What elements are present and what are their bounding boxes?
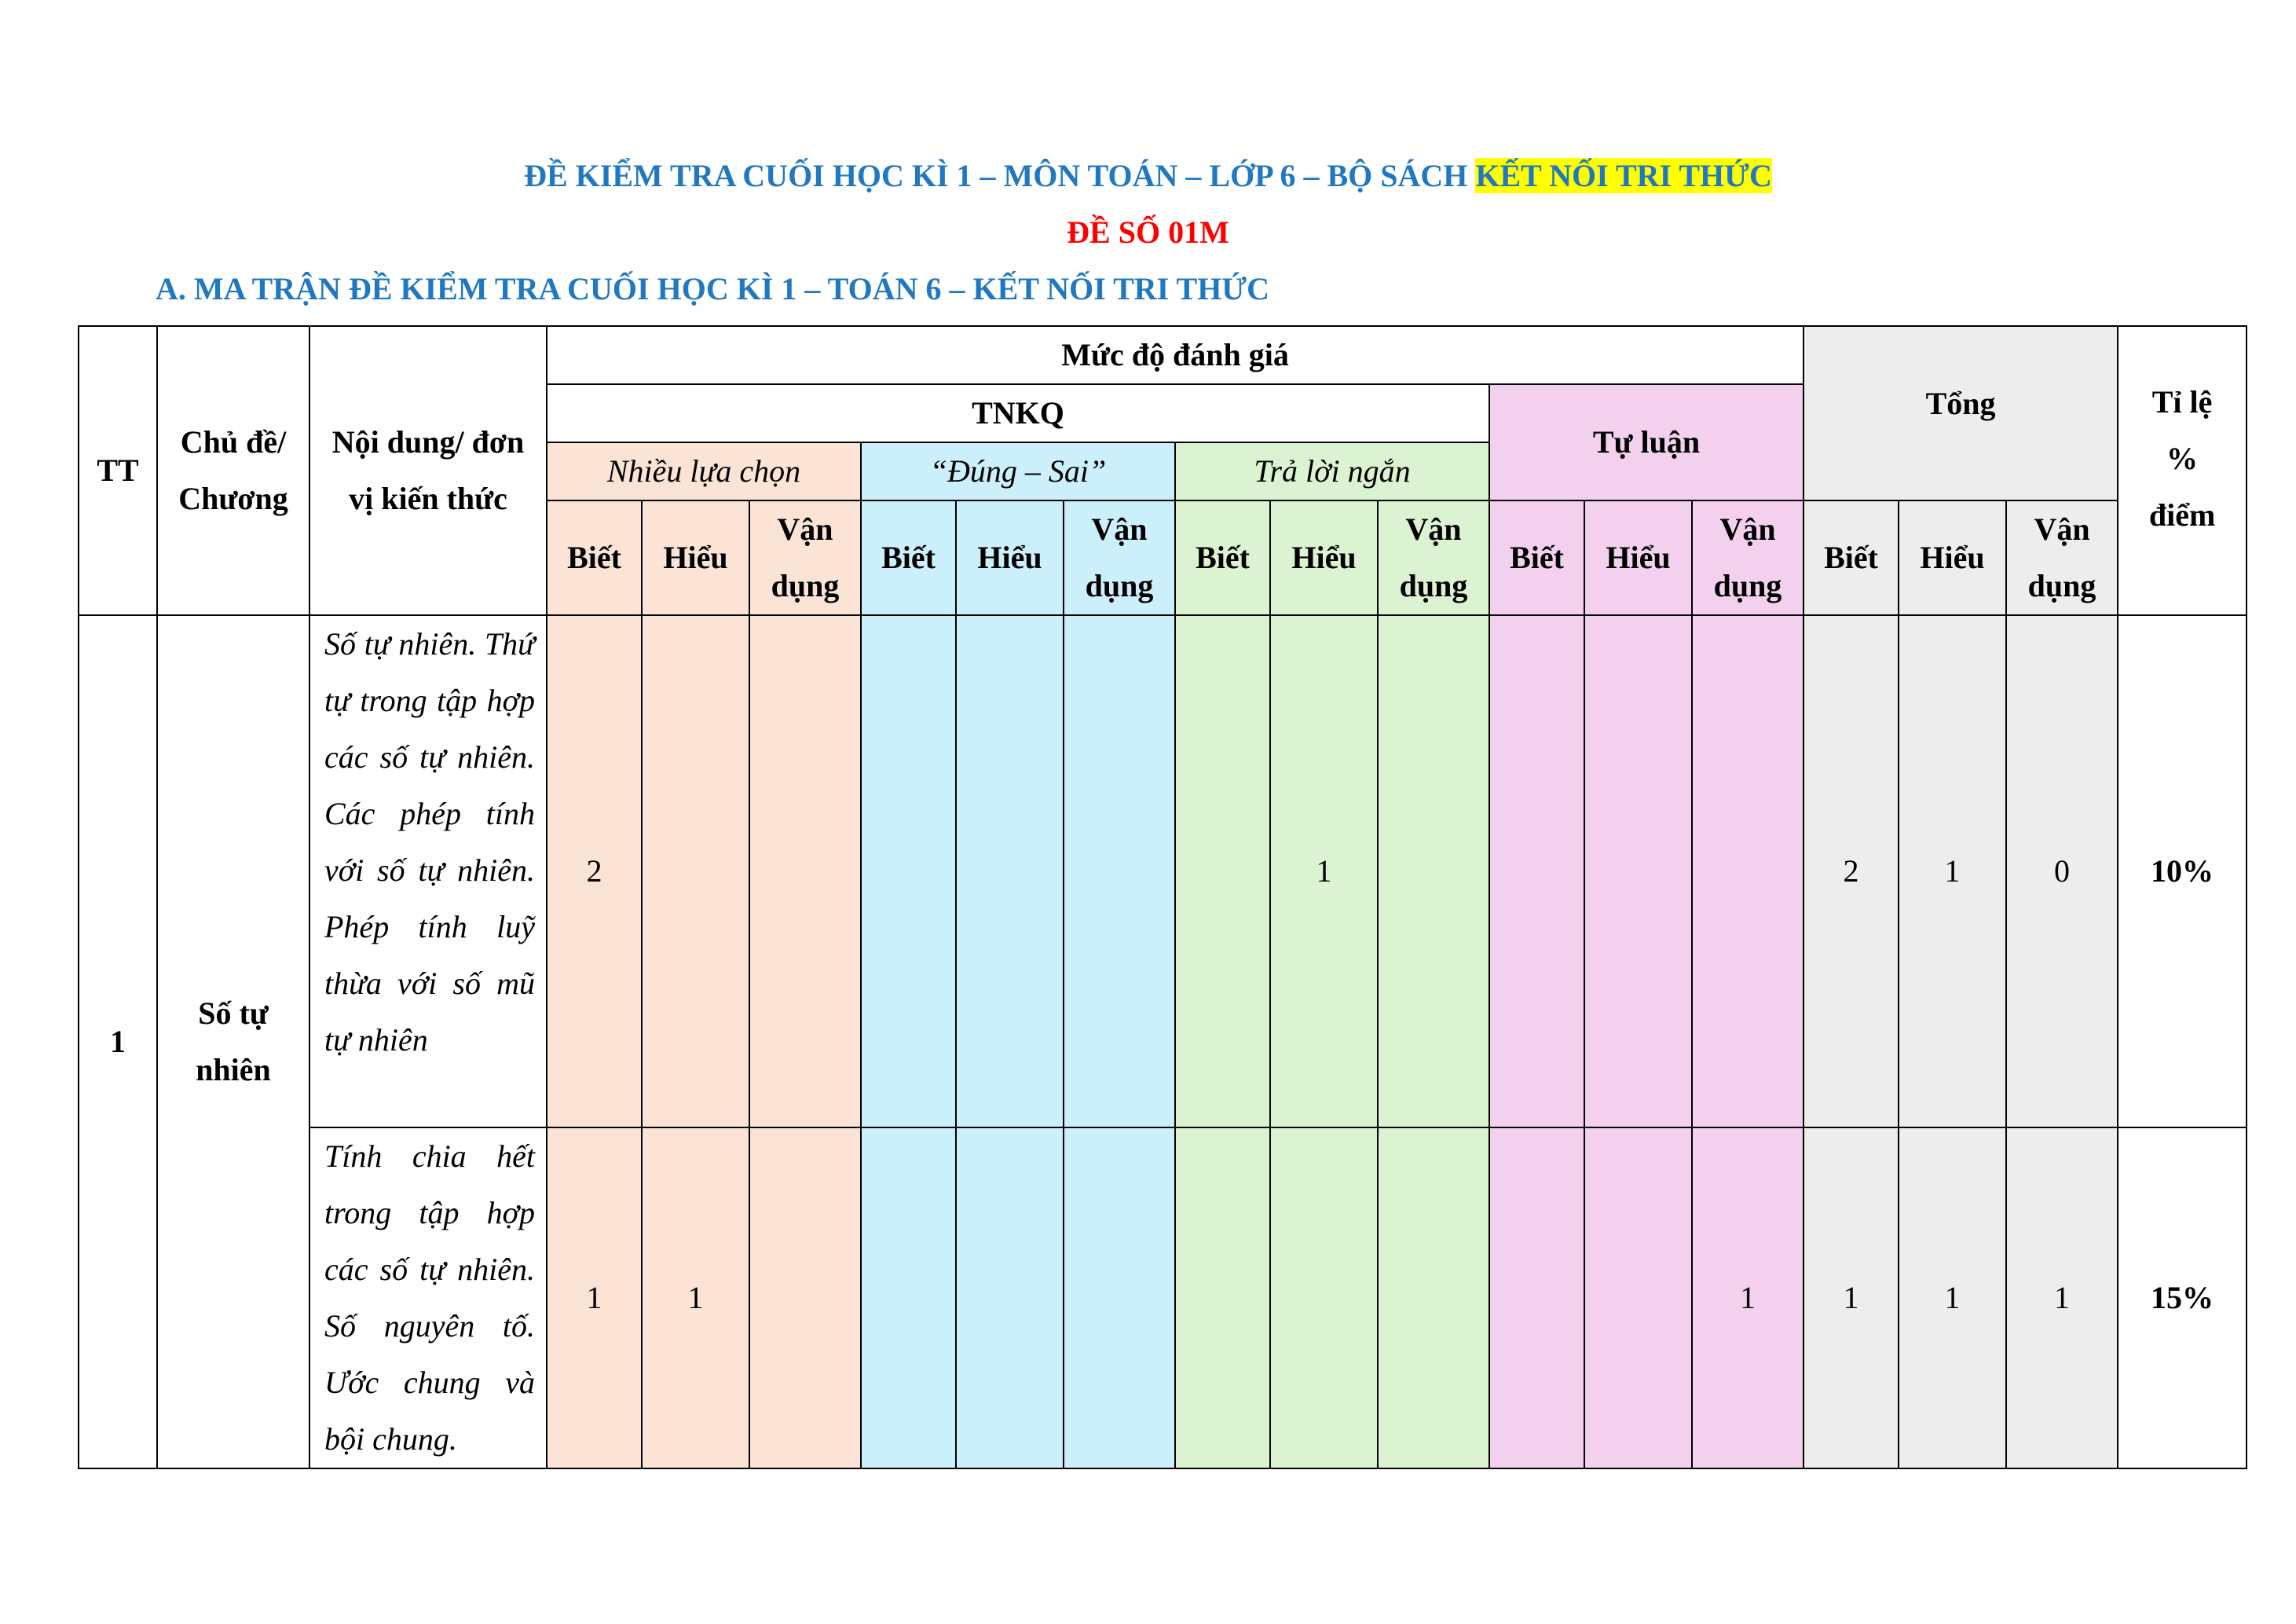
header-mcq-apply — [749, 500, 861, 615]
document-title-highlight: KẾT NỐI TRI THỨC — [1475, 158, 1772, 193]
cell-tf-understand — [956, 615, 1064, 1127]
cell-sa-understand: 1 — [1270, 615, 1378, 1127]
cell-ratio: 15% — [2118, 1127, 2247, 1468]
cell-total-apply: 0 — [2006, 615, 2118, 1127]
apply-line2: dụng — [2027, 568, 2096, 603]
cell-tf-know — [861, 1127, 956, 1468]
apply-line1: Vận — [777, 511, 833, 547]
section-heading: A. MA TRẬN ĐỀ KIỂM TRA CUỐI HỌC KÌ 1 – TOÁN 6 – KẾT NỐI TRI THỨC — [156, 271, 1270, 306]
header-total: Tổng — [1803, 326, 2118, 500]
cell-essay-apply: 1 — [1692, 1127, 1803, 1468]
header-content-line1: Nội dung/ đơn — [331, 424, 525, 460]
header-tf-know: Biết — [861, 500, 956, 615]
cell-tf-understand — [956, 1127, 1064, 1468]
header-assessment-level: Mức độ đánh giá — [547, 326, 1803, 384]
header-tnkq: TNKQ — [547, 384, 1489, 442]
header-ratio — [2118, 326, 2247, 615]
cell-essay-understand — [1584, 1127, 1692, 1468]
apply-line2: dụng — [771, 568, 840, 603]
apply-line2: dụng — [1085, 568, 1154, 603]
exam-code: ĐỀ SỐ 01M — [1067, 214, 1229, 250]
header-content — [309, 326, 547, 615]
cell-mcq-understand: 1 — [642, 1127, 749, 1468]
cell-essay-know — [1489, 615, 1584, 1127]
header-mcq-know: Biết — [547, 500, 642, 615]
cell-ratio: 10% — [2118, 615, 2247, 1127]
row-topic-line2: nhiên — [196, 1052, 271, 1087]
cell-total-understand: 1 — [1899, 1127, 2006, 1468]
header-sa-know: Biết — [1175, 500, 1270, 615]
cell-tf-know — [861, 615, 956, 1127]
header-mcq: Nhiều lựa chọn — [547, 442, 861, 500]
header-total-understand: Hiểu — [1899, 500, 2006, 615]
header-total-apply — [2006, 500, 2118, 615]
apply-line1: Vận — [1719, 511, 1776, 547]
row-content: Tính chia hết trong tập hợp các số tự nhiên. Số nguyên tố. Ước chung và bội chung. — [309, 1127, 547, 1468]
apply-line2: dụng — [1399, 568, 1468, 603]
row-tt: 1 — [79, 615, 157, 1468]
header-ratio-line2: % — [2166, 441, 2199, 476]
header-sa-understand: Hiểu — [1270, 500, 1378, 615]
table-row — [79, 615, 2247, 1127]
apply-line2: dụng — [1713, 568, 1782, 603]
header-topic-line2: Chương — [178, 481, 288, 516]
header-content-line2: vị kiến thức — [349, 481, 507, 516]
header-topic — [157, 326, 309, 615]
cell-total-understand: 1 — [1899, 615, 2006, 1127]
document-title-text: ĐỀ KIỂM TRA CUỐI HỌC KÌ 1 – MÔN TOÁN – LỚP 6 – BỘ SÁCH — [524, 158, 1476, 193]
assessment-matrix-table — [78, 325, 2247, 1469]
apply-line1: Vận — [1091, 511, 1148, 547]
header-mcq-understand: Hiểu — [642, 500, 749, 615]
cell-sa-know — [1175, 1127, 1270, 1468]
row-topic — [157, 615, 309, 1468]
header-short-answer: Trả lời ngắn — [1175, 442, 1489, 500]
header-ratio-line1: Tỉ lệ — [2151, 384, 2213, 420]
cell-mcq-know: 1 — [547, 1127, 642, 1468]
cell-essay-know — [1489, 1127, 1584, 1468]
cell-sa-apply — [1378, 615, 1489, 1127]
cell-mcq-understand — [642, 615, 749, 1127]
header-total-know: Biết — [1803, 500, 1899, 615]
cell-sa-know — [1175, 615, 1270, 1127]
header-essay-understand: Hiểu — [1584, 500, 1692, 615]
document-title — [0, 154, 2296, 198]
cell-total-apply: 1 — [2006, 1127, 2118, 1468]
header-sa-apply — [1378, 500, 1489, 615]
row-topic-line1: Số tự — [198, 995, 269, 1031]
header-tf-apply — [1064, 500, 1175, 615]
cell-mcq-know: 2 — [547, 615, 642, 1127]
header-essay: Tự luận — [1489, 384, 1803, 500]
header-tf-understand: Hiểu — [956, 500, 1064, 615]
header-ratio-line3: điểm — [2148, 497, 2216, 533]
cell-sa-understand — [1270, 1127, 1378, 1468]
header-tt: TT — [79, 326, 157, 615]
header-true-false: “Đúng – Sai” — [861, 442, 1175, 500]
cell-tf-apply — [1064, 1127, 1175, 1468]
cell-mcq-apply — [749, 1127, 861, 1468]
cell-tf-apply — [1064, 615, 1175, 1127]
header-essay-know: Biết — [1489, 500, 1584, 615]
cell-sa-apply — [1378, 1127, 1489, 1468]
apply-line1: Vận — [1405, 511, 1462, 547]
cell-mcq-apply — [749, 615, 861, 1127]
cell-total-know: 1 — [1803, 1127, 1899, 1468]
cell-total-know: 2 — [1803, 615, 1899, 1127]
apply-line1: Vận — [2034, 511, 2090, 547]
table-row — [79, 1127, 2247, 1468]
header-essay-apply — [1692, 500, 1803, 615]
header-topic-line1: Chủ đề/ — [180, 424, 287, 460]
cell-essay-apply — [1692, 615, 1803, 1127]
row-content: Số tự nhiên. Thứ tự trong tập hợp các số tự nhiên. Các phép tính với số tự nhiên. Phép tính luỹ thừa với số mũ tự nhiên — [309, 615, 547, 1127]
cell-essay-understand — [1584, 615, 1692, 1127]
